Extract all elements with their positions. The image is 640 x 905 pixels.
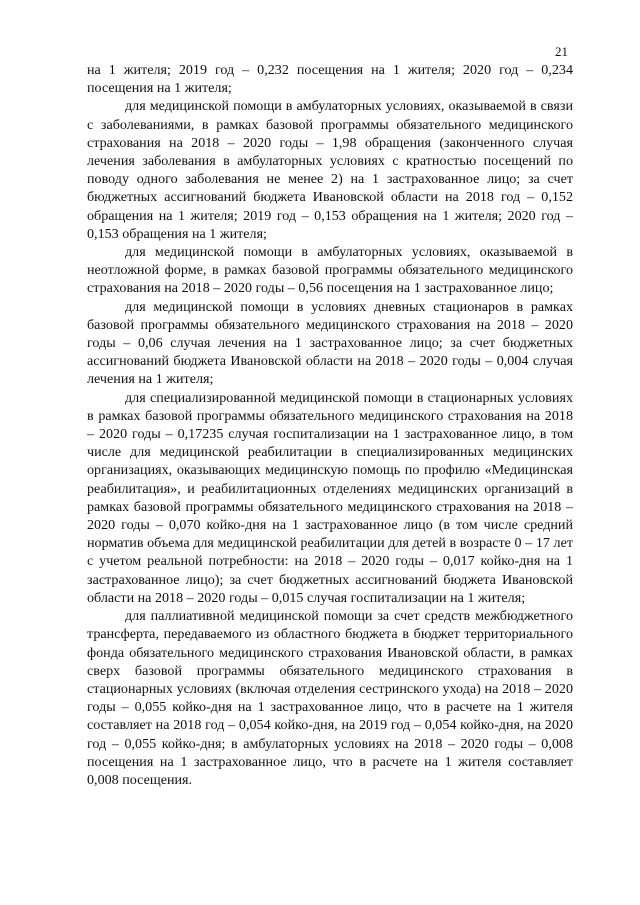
document-body [87,61,573,789]
page-number: 21 [555,44,568,59]
paragraph-day-hospital: для медицинской помощи в условиях дневных стационаров в рамках базовой программы обязательного медицинского страхования на 2018 – 2020 годы – 0,06 случая лечения на 1 застрахованное лицо; за счет бюджетных ассигнований бюджета Ивановской области на 2018 – 2020 годы – 0,004 случая лечения на 1 жителя; [87,298,573,388]
paragraph-ambulatory-urgent: для медицинской помощи в амбулаторных условиях, оказываемой в неотложной форме, в рамках базовой программы обязательного медицинского страхования на 2018 – 2020 годы – 0,56 посещения на 1 застрахованное лицо; [87,244,573,297]
paragraph-ambulatory-disease: для медицинской помощи в амбулаторных условиях, оказываемой в связи с заболеваниями, в рамках базовой программы обязательного медицинского страхования на 2018 – 2020 годы – 1,98 обращения (законченного случая лечения заболевания в амбулаторных условиях с кратностью посещений по поводу одного заболевания не менее 2) на 1 застрахованное лицо; за счет бюджетных ассигнований бюджета Ивановской области на 2018 год – 0,152 обращения на 1 жителя; 2019 год – 0,153 обращения на 1 жителя; 2020 год – 0,153 обращения на 1 жителя; [87,98,573,242]
paragraph-palliative-care: для паллиативной медицинской помощи за счет средств межбюджетного трансферта, передаваемого из областного бюджета в бюджет территориального фонда обязательного медицинского страхования Ивановской области, в рамках сверх базовой программы обязательного медицинского страхования в стационарных условиях (включая отделения сестринского ухода) на 2018 – 2020 годы – 0,055 койко-дня на 1 застрахованное лицо, что в расчете на 1 жителя составляет на 2018 год – 0,054 койко-дня, на 2019 год – 0,054 койко-дня, на 2020 год – 0,055 койко-дня; в амбулаторных условиях на 2018 – 2020 годы – 0,008 посещения на 1 застрахованное лицо, что в расчете на 1 жителя составляет 0,008 посещения. [87,608,573,788]
paragraph-continuation: на 1 жителя; 2019 год – 0,232 посещения на 1 жителя; 2020 год – 0,234 посещения на 1 жителя; [87,62,573,97]
paragraph-specialized-care: для специализированной медицинской помощи в стационарных условиях в рамках базовой программы обязательного медицинского страхования на 2018 – 2020 годы – 0,17235 случая госпитализации на 1 застрахованное лицо, в том числе для медицинской реабилитации в специализированных медицинских организациях, оказывающих медицинскую помощь по профилю «Медицинская реабилитация», и реабилитационных отделениях медицинских организаций в рамках базовой программы обязательного медицинского страхования на 2018 – 2020 годы – 0,070 койко-дня на 1 застрахованное лицо (в том числе средний норматив объема для медицинской реабилитации для детей в возрасте 0 – 17 лет с учетом реальной потребности: на 2018 – 2020 годы – 0,017 койко-дня на 1 застрахованное лицо); за счет бюджетных ассигнований бюджета Ивановской области на 2018 – 2020 годы – 0,015 случая госпитализации на 1 жителя; [87,389,573,606]
